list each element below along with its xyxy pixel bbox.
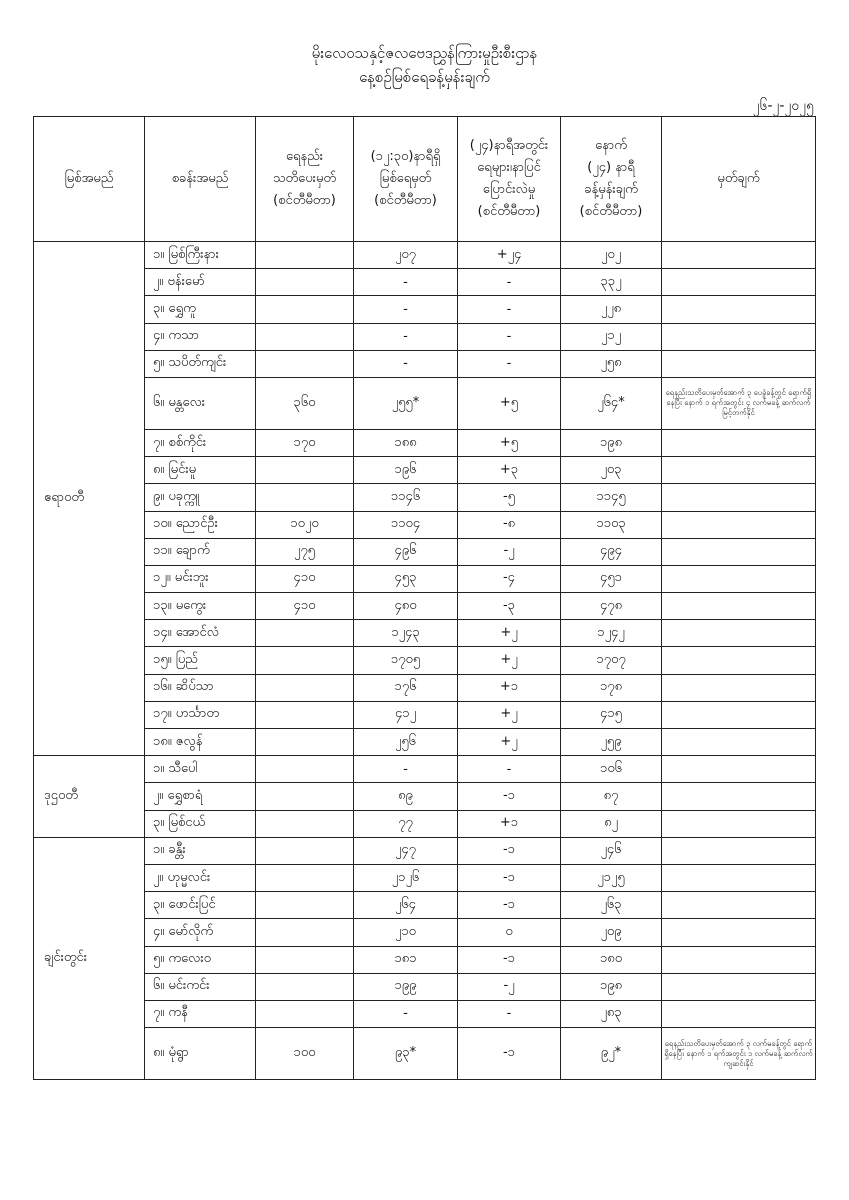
river-name-cell: ဒုဌဝတီ <box>34 756 145 838</box>
forecast-cell: ၂၁၂၅ <box>561 864 662 891</box>
remark-cell <box>662 864 816 891</box>
table-row <box>34 837 816 864</box>
table-row <box>34 269 816 296</box>
change-cell: - <box>458 269 561 296</box>
forecast-cell: ၁၉၈ <box>561 429 662 456</box>
water-level-cell: ၁၈၈ <box>354 429 458 456</box>
danger-level-cell: ၁၇၀ <box>256 429 354 456</box>
forecast-cell: ၂၆၃ <box>561 892 662 919</box>
table-row <box>34 565 816 592</box>
river-forecast-table <box>33 116 816 1080</box>
table-row <box>34 864 816 891</box>
header-forecast: နောက် (၂၄) နာရီ ခန့်မှန်းချက် (စင်တီမီတာ) <box>561 117 662 242</box>
change-cell: -၃ <box>458 593 561 620</box>
change-cell: -၁ <box>458 1028 561 1080</box>
station-cell: ၈။ မုံရွာ <box>145 1028 256 1080</box>
header-remarks: မှတ်ချက် <box>662 117 816 242</box>
water-level-cell: - <box>354 350 458 377</box>
table-body <box>34 242 816 1080</box>
water-level-cell: ၁၈၁ <box>354 946 458 973</box>
danger-level-cell: ၁၀၂၀ <box>256 511 354 538</box>
table-row <box>34 729 816 756</box>
remark-cell <box>662 269 816 296</box>
remark-cell <box>662 511 816 538</box>
change-cell: +၂ <box>458 701 561 728</box>
remark-cell: ရေနည်းသတိပေးမှတ်အောက် ၃ လက်မခန့်တွင် ရောက်ရှိနေပြီး နောက် ၁ ရက်အတွင်း ၁ လက်မခန့် ဆက်လက်ကျဆင်းနိုင် <box>662 1028 816 1080</box>
table-row <box>34 377 816 429</box>
table-row <box>34 323 816 350</box>
water-level-cell: ၂၁၀ <box>354 919 458 946</box>
water-level-cell: ၄၉၆ <box>354 538 458 565</box>
table-row <box>34 701 816 728</box>
page-title: မိုးလေဝသနှင့်ဇလဗေဒညွှန်ကြားမှုဦးစီးဌာန <box>311 44 538 62</box>
remark-cell <box>662 565 816 592</box>
forecast-cell: ၂၅၉ <box>561 729 662 756</box>
station-cell: ၃။ ဖောင်းပြင် <box>145 892 256 919</box>
table-row <box>34 810 816 837</box>
change-cell: -၁ <box>458 864 561 891</box>
water-level-cell: ၁၇၆ <box>354 674 458 701</box>
remark-cell <box>662 1000 816 1027</box>
forecast-cell: ၂၅၈ <box>561 350 662 377</box>
forecast-cell: ၈၂ <box>561 810 662 837</box>
water-level-cell: ၁၁၀၄ <box>354 511 458 538</box>
change-cell: -၈ <box>458 511 561 538</box>
station-cell: ၁၇။ ဟင်္သာတ <box>145 701 256 728</box>
forecast-cell: ၂၀၉ <box>561 919 662 946</box>
header-level: (၁၂:၃၀)နာရီရှိ မြစ်ရေမှတ် (စင်တီမီတာ) <box>354 117 458 242</box>
remark-cell <box>662 296 816 323</box>
station-cell: ၁၃။ မကွေး <box>145 593 256 620</box>
danger-level-cell <box>256 837 354 864</box>
forecast-cell: ၁၈၀ <box>561 946 662 973</box>
water-level-cell: ၂၄၇ <box>354 837 458 864</box>
station-cell: ၁၀။ ညောင်ဦး <box>145 511 256 538</box>
danger-level-cell <box>256 946 354 973</box>
table-row <box>34 1000 816 1027</box>
station-cell: ၂။ ဟုမ္မလင်း <box>145 864 256 891</box>
page-subtitle: နေ့စဉ်မြစ်ရေခန့်မှန်းချက် <box>359 68 490 86</box>
table-row <box>34 457 816 484</box>
change-cell: ၀ <box>458 919 561 946</box>
station-cell: ၃။ ရွှေကူ <box>145 296 256 323</box>
table-row <box>34 674 816 701</box>
change-cell: -၁ <box>458 783 561 810</box>
water-level-cell: - <box>354 1000 458 1027</box>
danger-level-cell <box>256 674 354 701</box>
water-level-cell: ၁၉၆ <box>354 457 458 484</box>
danger-level-cell: ၄၁၀ <box>256 593 354 620</box>
forecast-cell: ၁၁၄၅ <box>561 484 662 511</box>
station-cell: ၉။ ပခုက္ကူ <box>145 484 256 511</box>
table-row <box>34 919 816 946</box>
change-cell: +၅ <box>458 377 561 429</box>
station-cell: ၇။ စစ်ကိုင်း <box>145 429 256 456</box>
water-level-cell: ၉၃* <box>354 1028 458 1080</box>
water-level-cell: ၁၂၄၃ <box>354 620 458 647</box>
remark-cell <box>662 701 816 728</box>
forecast-cell: ၁၉၈ <box>561 973 662 1000</box>
forecast-cell: ၁၇၈ <box>561 674 662 701</box>
remark-cell: ရေနည်းသတိပေးမှတ်အောက် ၃ ပေခွဲခန့်တွင် ရောက်ရှိနေပြီး နောက် ၁ ရက်အတွင်း ၄ လက်မခန့် ဆက်လက်မြင့်တက်နိုင် <box>662 377 816 429</box>
forecast-cell: ၃၃၂ <box>561 269 662 296</box>
change-cell: -၄ <box>458 565 561 592</box>
remark-cell <box>662 919 816 946</box>
danger-level-cell <box>256 919 354 946</box>
danger-level-cell <box>256 864 354 891</box>
water-level-cell: ၂၅၅* <box>354 377 458 429</box>
change-cell: +၁ <box>458 674 561 701</box>
change-cell: +၂ <box>458 620 561 647</box>
water-level-cell: ၂၅၆ <box>354 729 458 756</box>
report-date: ၂၆-၂-၂၀၂၅ <box>752 98 814 114</box>
forecast-cell: ၄၇၈ <box>561 593 662 620</box>
forecast-cell: ၄၅၁ <box>561 565 662 592</box>
change-cell: - <box>458 1000 561 1027</box>
remark-cell <box>662 242 816 269</box>
danger-level-cell <box>256 729 354 756</box>
change-cell: +၃ <box>458 457 561 484</box>
forecast-cell: ၂၈၃ <box>561 1000 662 1027</box>
danger-level-cell <box>256 296 354 323</box>
forecast-cell: ၈၇ <box>561 783 662 810</box>
station-cell: ၆။ မန္တလေး <box>145 377 256 429</box>
water-level-cell: ၄၁၂ <box>354 701 458 728</box>
remark-cell <box>662 620 816 647</box>
danger-level-cell <box>256 783 354 810</box>
water-level-cell: ၁၇၀၅ <box>354 647 458 674</box>
danger-level-cell: ၃၆၀ <box>256 377 354 429</box>
station-cell: ၁၂။ မင်းဘူး <box>145 565 256 592</box>
change-cell: +၁ <box>458 810 561 837</box>
river-name-cell: ချင်းတွင်း <box>34 837 145 1079</box>
remark-cell <box>662 350 816 377</box>
remark-cell <box>662 946 816 973</box>
station-cell: ၅။ သပိတ်ကျင်း <box>145 350 256 377</box>
danger-level-cell <box>256 647 354 674</box>
remark-cell <box>662 457 816 484</box>
forecast-cell: ၂၀၃ <box>561 457 662 484</box>
remark-cell <box>662 756 816 783</box>
danger-level-cell: ၂၇၅ <box>256 538 354 565</box>
station-cell: ၁။ သီပေါ <box>145 756 256 783</box>
table-row <box>34 429 816 456</box>
danger-level-cell <box>256 350 354 377</box>
remark-cell <box>662 674 816 701</box>
danger-level-cell <box>256 457 354 484</box>
water-level-cell: ၄၈၀ <box>354 593 458 620</box>
remark-cell <box>662 429 816 456</box>
water-level-cell: ၈၉ <box>354 783 458 810</box>
remark-cell <box>662 538 816 565</box>
header-danger: ရေနည်း သတိပေးမှတ် (စင်တီမီတာ) <box>256 117 354 242</box>
danger-level-cell <box>256 756 354 783</box>
water-level-cell: ၂၀၇ <box>354 242 458 269</box>
forecast-cell: ၂၄၆ <box>561 837 662 864</box>
table-row <box>34 296 816 323</box>
river-name-cell: ဧရာဝတီ <box>34 242 145 756</box>
forecast-cell: ၁၀၆ <box>561 756 662 783</box>
table-row <box>34 593 816 620</box>
station-cell: ၁၆။ ဆိပ်သာ <box>145 674 256 701</box>
danger-level-cell <box>256 484 354 511</box>
station-cell: ၄။ မော်လိုက် <box>145 919 256 946</box>
remark-cell <box>662 837 816 864</box>
water-level-cell: ၄၅၃ <box>354 565 458 592</box>
change-cell: -၁ <box>458 946 561 973</box>
forecast-cell: ၂၁၂ <box>561 323 662 350</box>
change-cell: - <box>458 756 561 783</box>
table-row <box>34 783 816 810</box>
table-row <box>34 350 816 377</box>
station-cell: ၁။ မြစ်ကြီးနား <box>145 242 256 269</box>
table-row <box>34 538 816 565</box>
danger-level-cell <box>256 810 354 837</box>
water-level-cell: ၂၆၄ <box>354 892 458 919</box>
station-cell: ၁။ ခန္တီး <box>145 837 256 864</box>
station-cell: ၄။ ကသာ <box>145 323 256 350</box>
water-level-cell: - <box>354 296 458 323</box>
remark-cell <box>662 783 816 810</box>
station-cell: ၈။ မြင်းမူ <box>145 457 256 484</box>
station-cell: ၂။ ရွှေစာရံ <box>145 783 256 810</box>
remark-cell <box>662 593 816 620</box>
danger-level-cell: ၄၁၀ <box>256 565 354 592</box>
remark-cell <box>662 892 816 919</box>
change-cell: +၂၄ <box>458 242 561 269</box>
water-level-cell: - <box>354 269 458 296</box>
table-row <box>34 892 816 919</box>
station-cell: ၇။ ကနီ <box>145 1000 256 1027</box>
forecast-cell: ၁၂၄၂ <box>561 620 662 647</box>
water-level-cell: - <box>354 756 458 783</box>
danger-level-cell <box>256 269 354 296</box>
station-cell: ၁၈။ ဇလွန် <box>145 729 256 756</box>
table-row <box>34 946 816 973</box>
danger-level-cell <box>256 1000 354 1027</box>
table-header-row <box>34 117 816 242</box>
header-river: မြစ်အမည် <box>34 117 145 242</box>
remark-cell <box>662 729 816 756</box>
change-cell: -၁ <box>458 837 561 864</box>
water-level-cell: ၇၇ <box>354 810 458 837</box>
water-level-cell: ၁၉၉ <box>354 973 458 1000</box>
table-row <box>34 1028 816 1080</box>
station-cell: ၅။ ကလေးဝ <box>145 946 256 973</box>
change-cell: - <box>458 296 561 323</box>
table-row <box>34 484 816 511</box>
water-level-cell: ၁၁၄၆ <box>354 484 458 511</box>
change-cell: -၂ <box>458 973 561 1000</box>
station-cell: ၂။ ဗန်းမော် <box>145 269 256 296</box>
forecast-cell: ၂၀၂ <box>561 242 662 269</box>
forecast-cell: ၂၆၄* <box>561 377 662 429</box>
change-cell: - <box>458 350 561 377</box>
change-cell: -၂ <box>458 538 561 565</box>
danger-level-cell <box>256 242 354 269</box>
table-row <box>34 620 816 647</box>
station-cell: ၃။ မြစ်ငယ် <box>145 810 256 837</box>
table-row <box>34 511 816 538</box>
forecast-cell: ၁၇၀၇ <box>561 647 662 674</box>
header-change: (၂၄)နာရီအတွင်း ရေများ၊နာပြင် ပြောင်းလဲမှု (စင်တီမီတာ) <box>458 117 561 242</box>
danger-level-cell <box>256 701 354 728</box>
water-level-cell: ၂၁၂၆ <box>354 864 458 891</box>
forecast-cell: ၄၉၄ <box>561 538 662 565</box>
danger-level-cell <box>256 620 354 647</box>
change-cell: -၁ <box>458 892 561 919</box>
remark-cell <box>662 484 816 511</box>
remark-cell <box>662 323 816 350</box>
change-cell: - <box>458 323 561 350</box>
station-cell: ၁၅။ ပြည် <box>145 647 256 674</box>
forecast-cell: ၄၁၅ <box>561 701 662 728</box>
forecast-cell: ၂၂၈ <box>561 296 662 323</box>
change-cell: +၅ <box>458 429 561 456</box>
danger-level-cell <box>256 892 354 919</box>
table-row <box>34 973 816 1000</box>
forecast-cell: ၉၂* <box>561 1028 662 1080</box>
change-cell: -၅ <box>458 484 561 511</box>
danger-level-cell <box>256 323 354 350</box>
table-row <box>34 756 816 783</box>
danger-level-cell: ၁၀၀ <box>256 1028 354 1080</box>
forecast-cell: ၁၁၀၃ <box>561 511 662 538</box>
remark-cell <box>662 973 816 1000</box>
table-row <box>34 647 816 674</box>
change-cell: +၂ <box>458 729 561 756</box>
station-cell: ၆။ မင်းကင်း <box>145 973 256 1000</box>
remark-cell <box>662 647 816 674</box>
change-cell: +၂ <box>458 647 561 674</box>
remark-cell <box>662 810 816 837</box>
station-cell: ၁၄။ အောင်လံ <box>145 620 256 647</box>
water-level-cell: - <box>354 323 458 350</box>
danger-level-cell <box>256 973 354 1000</box>
table-row <box>34 242 816 269</box>
header-station: စခန်းအမည် <box>145 117 256 242</box>
station-cell: ၁၁။ ချောက် <box>145 538 256 565</box>
